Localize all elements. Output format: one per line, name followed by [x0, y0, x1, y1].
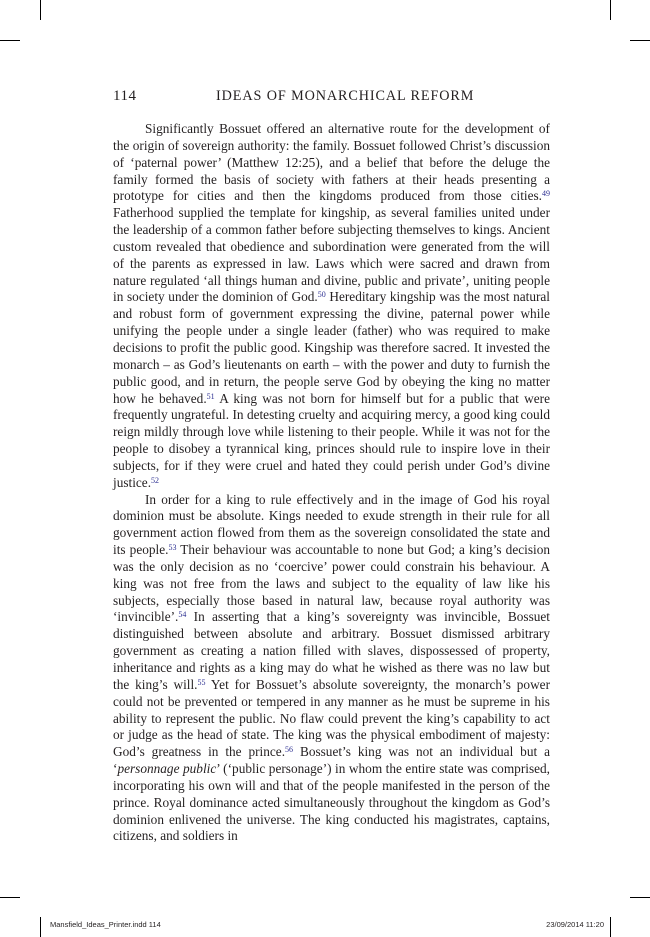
page-number: 114: [113, 88, 137, 104]
crop-mark: [0, 40, 20, 41]
running-head: [113, 88, 550, 108]
paragraph: [113, 492, 550, 846]
crop-mark: [0, 897, 20, 898]
text-run: ’ (‘public personage’) in whom the entire state was comprised, incorporating his own will and that of the people manifested in the person of the prince. Royal dominance acted simultaneously throughout the kingdom as God’s dominion enlivened the universe. The king conducted his magistrates, captains, citizens, and soldiers in: [113, 761, 550, 844]
crop-mark: [610, 0, 611, 20]
body-text: [113, 121, 550, 845]
slug-filename: Mansfield_Ideas_Printer.indd 114: [50, 920, 161, 929]
footnote-ref[interactable]: 55: [197, 677, 206, 687]
text-run: In asserting that a king’s sovereignty was invincible, Bossuet distinguished between absolute and arbitrary. Bossuet dismissed arbitrary government as creating a nation filled with slaves, dispossessed of property, inheritance and rights as a king may do what he wished as there was no law but the king’s will.: [113, 609, 550, 692]
text-run: In order for a king to rule effectively and in the image of God his royal dominion must be absolute. Kings needed to exude strength in their rule for all government action flowed from them as the sovereign consolidated the state and its people.: [113, 491, 550, 558]
crop-mark: [610, 917, 611, 937]
crop-mark: [40, 917, 41, 937]
text-run: Significantly Bossuet offered an alternative route for the development of the origin of sovereign authority: the family. Bossuet followed Christ’s discussion of ‘paternal power’ (Matthew 12:25), and a belief that before the deluge the family formed the basis of society with fathers at their heads presenting a prototype for cities and then the kingdoms produced from those cities.: [113, 121, 550, 204]
footnote-ref[interactable]: 49: [542, 189, 550, 199]
text-run: Yet for Bossuet’s absolute sovereignty, the monarch’s power could not be prevented or tempered in any manner as he must be supreme in his ability to represent the public. No flaw could prevent the king’s capability to act or judge as the head of state. The king was the physical embodiment of majesty: God’s greatness in the prince.: [113, 676, 551, 760]
footnote-ref[interactable]: 53: [168, 543, 177, 553]
crop-mark: [630, 897, 650, 898]
text-run: A king was not born for himself but for a public that were frequently ungrateful. In detesting cruelty and acquiring mercy, a good king could reign mildly through love while listening to their people. While it was not for the people to disobey a tyrannical king, princes should rule to inspire love in their subjects, for if they were cruel and hated they could perish under God’s divine justice.: [113, 390, 550, 490]
text-run: Hereditary kingship was the most natural and robust form of government expressing the divine, paternal power while unifying the people under a single leader (father) who was required to make decisions to profit the public good. Kingship was therefore sacred. It invested the monarch – as God’s lieutenants on earth – with the power and duty to furnish the public good, and in return, the people serve God by obeying the king no matter how he behaved.: [113, 289, 550, 406]
chapter-title: IDEAS OF MONARCHICAL REFORM: [216, 88, 475, 104]
text-run: Fatherhood supplied the template for kingship, as several families united under the leadership of a common father before subjecting themselves to kings. Ancient custom revealed that obedience and subordination were generated from the will of the parents as expressed in law. Laws which were sacred and drawn from nature regulated ‘all things human and divine, public and private’, uniting people in society under the dominion of God.: [113, 205, 550, 305]
footnote-ref[interactable]: 50: [317, 290, 326, 300]
text-run: Their behaviour was accountable to none but God; a king’s decision was the only decision as no ‘coercive’ power could constrain his behaviour. A king was not free from the laws and subject to the equality of law like his subjects, especially those based in natural law, because royal authority was ‘invincible’.: [113, 542, 550, 625]
footnote-ref[interactable]: 54: [178, 610, 187, 620]
footnote-ref[interactable]: 52: [151, 475, 160, 485]
italic-term: personnage public: [117, 761, 217, 777]
text-run: Bossuet’s king was not an individual but a ‘: [113, 744, 550, 777]
footnote-ref[interactable]: 51: [206, 391, 215, 401]
crop-mark: [40, 0, 41, 20]
crop-mark: [630, 40, 650, 41]
footnote-ref[interactable]: 56: [285, 745, 294, 755]
slug-timestamp: 23/09/2014 11:20: [546, 920, 604, 929]
paragraph: [113, 121, 550, 492]
